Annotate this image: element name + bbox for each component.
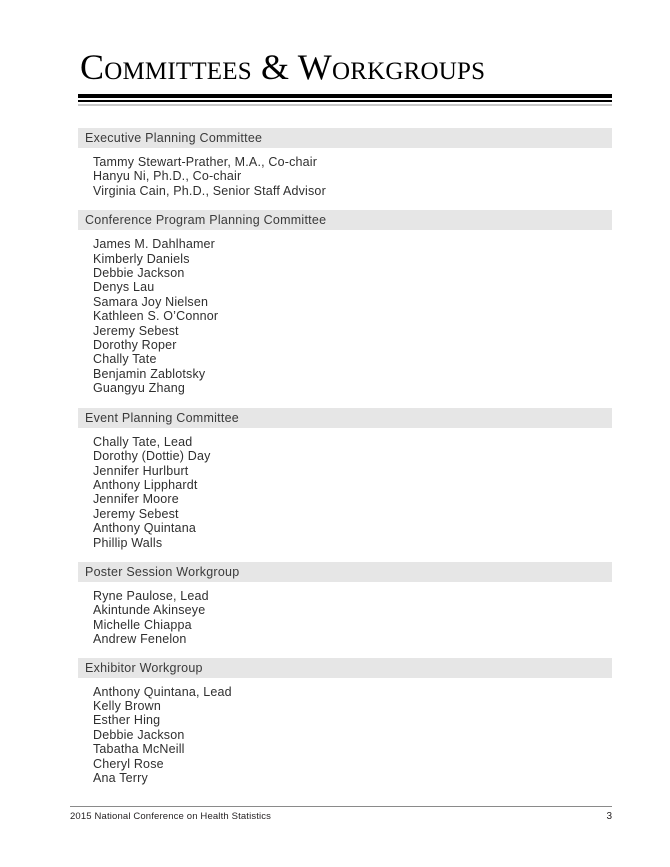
list-item: Guangyu Zhang <box>93 381 185 396</box>
list-item: Ana Terry <box>93 771 148 785</box>
section-conference-program-planning-committee <box>78 210 612 395</box>
list-item: Samara Joy Nielsen <box>93 294 209 309</box>
divider-rule-light <box>78 104 612 106</box>
list-item: Kelly Brown <box>93 698 161 713</box>
list-item: Anthony Quintana <box>93 521 196 536</box>
list-item: Denys Lau <box>93 280 155 295</box>
member-list <box>78 230 612 395</box>
list-item: Virginia Cain, Ph.D., Senior Staff Advisor <box>93 183 326 198</box>
section-spacer <box>78 550 612 562</box>
list-item: Anthony Quintana, Lead <box>93 684 232 699</box>
section-heading-label: Exhibitor Workgroup <box>85 660 203 675</box>
list-item: Tabatha McNeill <box>93 742 185 757</box>
list-item: Michelle Chiappa <box>93 617 192 632</box>
section-heading-label: Executive Planning Committee <box>85 131 263 145</box>
member-list <box>78 582 612 647</box>
list-item: Benjamin Zablotsky <box>93 366 206 381</box>
section-poster-session-workgroup <box>78 562 612 647</box>
section-heading-band <box>78 210 612 230</box>
list-item: Debbie Jackson <box>93 727 185 742</box>
committee-sections <box>78 128 612 785</box>
list-item: James M. Dahlhamer <box>93 237 216 252</box>
list-item: Jennifer Hurlburt <box>93 463 189 478</box>
section-spacer <box>78 396 612 408</box>
title-divider <box>78 94 612 106</box>
list-item: Ryne Paulose, Lead <box>93 588 209 603</box>
list-item: Kimberly Daniels <box>93 251 190 266</box>
list-item: Jeremy Sebest <box>93 323 179 338</box>
list-item: Chally Tate, Lead <box>93 434 193 449</box>
list-item: Tammy Stewart-Prather, M.A., Co-chair <box>93 155 318 169</box>
list-item: Anthony Lipphardt <box>93 477 198 492</box>
title-block <box>78 46 612 88</box>
list-item: Jeremy Sebest <box>93 506 179 521</box>
section-heading-band <box>78 128 612 148</box>
list-item: Phillip Walls <box>93 535 163 550</box>
page-title: Committees & Workgroups <box>80 47 486 87</box>
section-heading-band <box>78 562 612 582</box>
list-item: Dorothy (Dottie) Day <box>93 449 211 464</box>
list-item: Dorothy Roper <box>93 338 177 353</box>
list-item: Debbie Jackson <box>93 266 185 281</box>
list-item: Hanyu Ni, Ph.D., Co-chair <box>93 169 242 184</box>
member-list <box>78 428 612 550</box>
footer-row <box>70 807 612 822</box>
list-item: Kathleen S. O’Connor <box>93 309 219 324</box>
section-heading-band <box>78 658 612 678</box>
list-item: Jennifer Moore <box>93 492 179 507</box>
page-footer <box>70 806 612 822</box>
section-heading-band <box>78 408 612 428</box>
member-list <box>78 148 612 198</box>
section-spacer <box>78 198 612 210</box>
section-exhibitor-workgroup <box>78 658 612 786</box>
section-heading-label: Poster Session Workgroup <box>85 564 240 579</box>
list-item: Cheryl Rose <box>93 756 164 771</box>
list-item: Chally Tate <box>93 352 157 367</box>
section-heading-label: Conference Program Planning Committee <box>85 213 327 228</box>
member-list <box>78 678 612 786</box>
section-spacer <box>78 647 612 658</box>
list-item: Esther Hing <box>93 713 161 728</box>
list-item: Akintunde Akinseye <box>93 603 206 618</box>
footer-page-number: 3 <box>606 811 612 822</box>
section-event-planning-committee <box>78 408 612 550</box>
section-executive-planning-committee <box>78 128 612 198</box>
footer-conference-name: 2015 National Conference on Health Statistics <box>70 811 272 822</box>
section-heading-label: Event Planning Committee <box>85 410 239 425</box>
list-item: Andrew Fenelon <box>93 632 187 647</box>
